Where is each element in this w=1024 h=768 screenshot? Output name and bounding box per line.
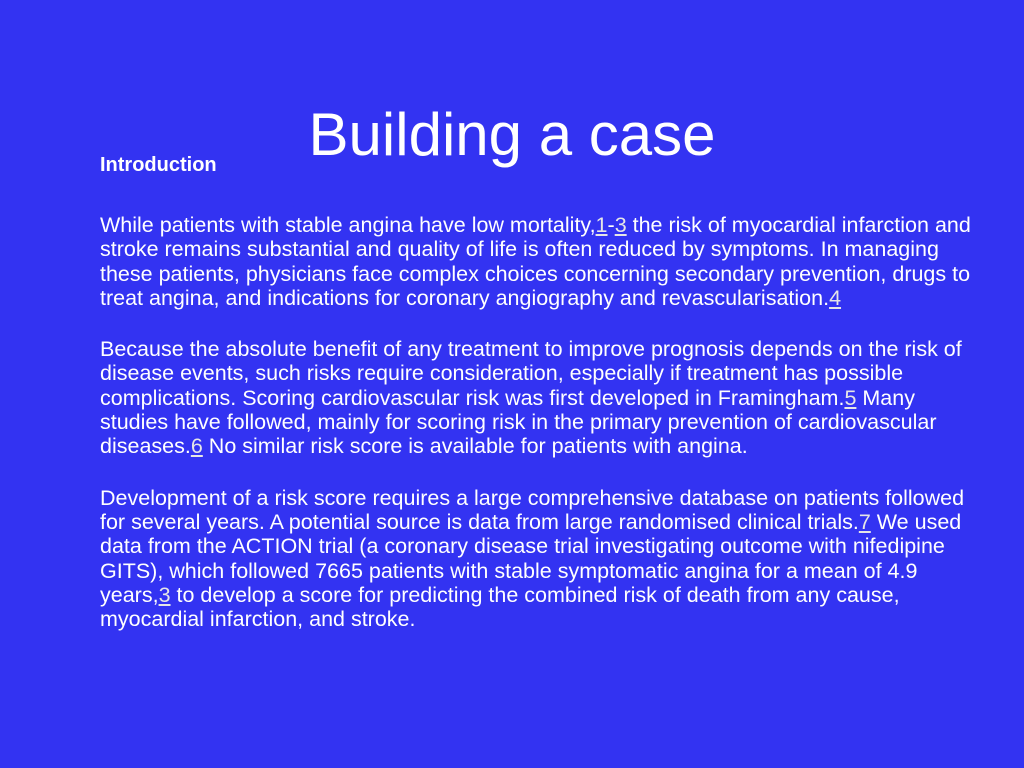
paragraph-text: the risk of myocardial infarction and stroke remains substantial and quality of life is often reduced by symptoms. In managing these patients, physicians face complex choices concerning secondary prevention, drugs to treat angina, and indications for coronary angiography and revascularisation.	[100, 213, 971, 310]
paragraph-text: Development of a risk score requires a large comprehensive database on patients followed for several years. A potential source is data from large randomised clinical trials.	[100, 485, 965, 534]
paragraph-text: to develop a score for predicting the combined risk of death from any cause, myocardial infarction, and stroke.	[100, 582, 900, 632]
paragraph-text: Many studies have followed, mainly for scoring risk in the primary prevention of cardiovascular diseases.	[100, 385, 937, 459]
reference-link-7[interactable]: 7	[858, 509, 871, 534]
reference-link-3[interactable]: 3	[614, 213, 627, 237]
paragraph-3	[100, 486, 980, 632]
paragraph-1	[100, 213, 980, 310]
paragraph-2	[100, 337, 980, 458]
paragraph-text: No similar risk score is available for patients with angina.	[202, 434, 748, 459]
slide-title: Building a case	[308, 101, 716, 168]
slide-body	[100, 213, 980, 658]
paragraph-text: While patients with stable angina have low mortality,	[100, 213, 596, 237]
reference-link-3b[interactable]: 3	[158, 582, 171, 607]
reference-link-5[interactable]: 5	[844, 385, 857, 410]
reference-link-4[interactable]: 4	[829, 285, 842, 310]
reference-link-6[interactable]: 6	[190, 434, 203, 459]
reference-link-1[interactable]: 1	[595, 213, 608, 237]
paragraph-text: We used data from the ACTION trial (a coronary disease trial investigating outcome with nifedipine GITS), which followed 7665 patients with stable symptomatic angina for a mean of 4.9 years,	[100, 509, 962, 607]
paragraph-text: Because the absolute benefit of any treatment to improve prognosis depends on the risk of disease events, such risks require consideration, especially if treatment has possible complications. Scoring cardiovascular risk was first developed in Framingham.	[100, 337, 962, 410]
section-heading: Introduction	[100, 154, 217, 176]
paragraph-text: -	[607, 213, 615, 237]
